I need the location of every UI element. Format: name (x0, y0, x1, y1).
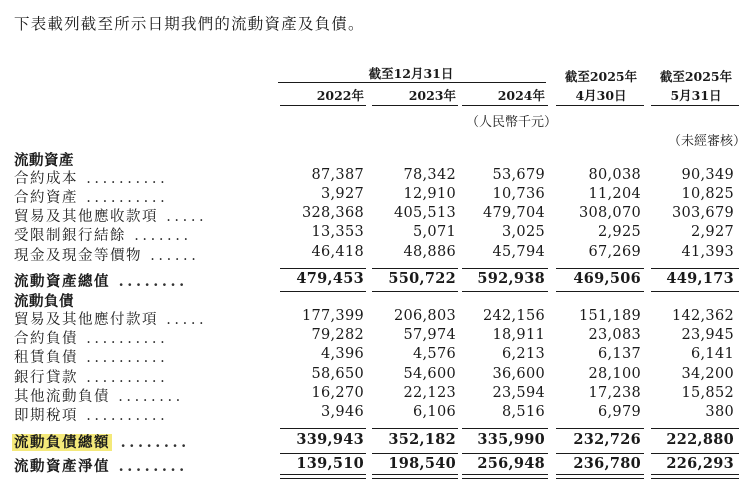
cell-value: 206,803 (393, 308, 456, 324)
header-group-label: 截至12月31日 (368, 66, 454, 81)
cell-value: 57,974 (403, 327, 456, 343)
row-label-text: 貿易及其他應付款項 (14, 312, 158, 328)
cell-value: 142,362 (671, 308, 734, 324)
dot-leader: .......... (78, 331, 169, 347)
cell-value: 36,600 (492, 366, 545, 382)
row-label-text: 流動資產總值 (14, 273, 110, 290)
cell-value: 6,141 (690, 346, 734, 362)
assets-subtotal-rule-5 (651, 268, 739, 269)
cell-value: 80,038 (588, 167, 641, 183)
cell-value: 352,182 (388, 431, 456, 448)
row-label-text: 流動負債總額 (14, 434, 110, 451)
liab-subtotal-rule-4 (556, 428, 644, 429)
net-double-rule-1 (280, 474, 366, 479)
row-label (14, 167, 168, 188)
cell-value: 405,513 (393, 205, 456, 221)
row-label (14, 346, 168, 367)
cell-value: 339,943 (296, 431, 364, 448)
header-year-2023: 2023年 (408, 88, 456, 103)
assets-total-rule-1 (280, 291, 366, 292)
assets-total-rule-3 (462, 291, 548, 292)
cell-value: 3,927 (320, 186, 364, 202)
cell-value: 10,736 (492, 186, 545, 202)
cell-value: 54,600 (403, 366, 456, 382)
unaudited-note: （未經審核） (667, 134, 746, 149)
cell-value: 8,516 (501, 404, 545, 420)
header-year-2024: 2024年 (497, 88, 545, 103)
row-label (14, 186, 168, 207)
assets-total-rule-5 (651, 291, 739, 292)
row-label (14, 366, 168, 387)
cell-value: 6,213 (501, 346, 545, 362)
row-label-text: 合約成本 (14, 171, 78, 187)
liab-total-rule-5 (651, 453, 739, 454)
cell-value: 550,722 (388, 270, 456, 287)
dot-leader: ..... (158, 312, 208, 328)
header-rule-col4 (556, 105, 644, 106)
dot-leader: .......... (78, 408, 169, 424)
liability-row (0, 308, 750, 327)
cell-value: 34,200 (681, 366, 734, 382)
asset-row (0, 205, 750, 224)
row-label-text: 合約資產 (14, 190, 78, 206)
liab-total-rule-2 (372, 453, 458, 454)
header-col4-line1: 截至2025年 (564, 69, 638, 84)
row-label (14, 308, 207, 329)
assets-total-rule-2 (372, 291, 458, 292)
liability-row (0, 366, 750, 385)
cell-value: 236,780 (573, 455, 641, 472)
cell-value: 380 (705, 404, 734, 420)
cell-value: 13,353 (311, 224, 364, 240)
header-rule-col5 (651, 105, 739, 106)
cell-value: 79,282 (311, 327, 364, 343)
cell-value: 479,453 (296, 270, 364, 287)
section-current-liabilities: 流動負債 (14, 293, 74, 310)
intro-text: 下表載列截至所示日期我們的流動資產及負債。 (14, 15, 365, 33)
cell-value: 12,910 (403, 186, 456, 202)
row-label (14, 205, 207, 226)
liab-total-rule-3 (462, 453, 548, 454)
row-label-text: 合約負債 (14, 331, 78, 347)
header-col4-line2: 4月30日 (575, 88, 627, 103)
assets-total-rule-4 (556, 291, 644, 292)
cell-value: 6,106 (412, 404, 456, 420)
cell-value: 479,704 (482, 205, 545, 221)
dot-leader: ........ (110, 458, 188, 475)
cell-value: 23,945 (681, 327, 734, 343)
dot-leader: ........ (112, 434, 190, 451)
cell-value: 592,938 (477, 270, 545, 287)
cell-value: 45,794 (492, 244, 545, 260)
liab-subtotal-rule-1 (280, 428, 366, 429)
cell-value: 23,083 (588, 327, 641, 343)
liab-total-rule-1 (280, 453, 366, 454)
row-label-text: 其他流動負債 (14, 389, 110, 405)
header-rule-col3 (462, 105, 548, 106)
cell-value: 449,173 (666, 270, 734, 287)
liability-total-row (0, 431, 750, 450)
row-label (14, 270, 188, 291)
liability-row (0, 404, 750, 423)
cell-value: 469,506 (573, 270, 641, 287)
net-double-rule-3 (462, 474, 548, 479)
cell-value: 3,946 (320, 404, 364, 420)
dot-leader: .......... (78, 171, 169, 187)
row-label-text: 租賃負債 (14, 350, 78, 366)
row-label-text: 貿易及其他應收款項 (14, 209, 158, 225)
row-label (14, 385, 184, 406)
cell-value: 10,825 (681, 186, 734, 202)
assets-subtotal-rule-1 (280, 268, 366, 269)
dot-leader: ........ (110, 389, 184, 405)
header-col5-line1: 截至2025年 (659, 69, 733, 84)
cell-value: 2,925 (597, 224, 641, 240)
cell-value: 6,137 (597, 346, 641, 362)
net-double-rule-4 (556, 474, 644, 479)
cell-value: 198,540 (388, 455, 456, 472)
cell-value: 222,880 (666, 431, 734, 448)
cell-value: 48,886 (403, 244, 456, 260)
liability-row (0, 346, 750, 365)
cell-value: 4,396 (320, 346, 364, 362)
cell-value: 28,100 (588, 366, 641, 382)
cell-value: 226,293 (666, 455, 734, 472)
cell-value: 90,349 (681, 167, 734, 183)
cell-value: 2,927 (690, 224, 734, 240)
assets-subtotal-rule-4 (556, 268, 644, 269)
cell-value: 4,576 (412, 346, 456, 362)
net-double-rule-2 (372, 474, 458, 479)
cell-value: 335,990 (477, 431, 545, 448)
asset-row (0, 167, 750, 186)
asset-row (0, 224, 750, 243)
row-label-text: 受限制銀行結餘 (14, 228, 126, 244)
liab-subtotal-rule-5 (651, 428, 739, 429)
cell-value: 303,679 (671, 205, 734, 221)
row-label (14, 455, 188, 476)
header-rule-col2 (372, 105, 458, 106)
liab-subtotal-rule-3 (462, 428, 548, 429)
net-double-rule-5 (651, 474, 739, 479)
liab-total-rule-4 (556, 453, 644, 454)
cell-value: 5,071 (412, 224, 456, 240)
dot-leader: ...... (142, 248, 200, 264)
row-label (14, 224, 192, 245)
cell-value: 139,510 (296, 455, 364, 472)
asset-total-row (0, 270, 750, 289)
liability-row (0, 385, 750, 404)
asset-row (0, 186, 750, 205)
cell-value: 177,399 (301, 308, 364, 324)
assets-subtotal-rule-2 (372, 268, 458, 269)
liability-row (0, 327, 750, 346)
cell-value: 58,650 (311, 366, 364, 382)
row-label-text: 流動資產淨值 (14, 458, 110, 475)
row-label (14, 327, 168, 348)
dot-leader: .......... (78, 370, 169, 386)
cell-value: 46,418 (311, 244, 364, 260)
cell-value: 16,270 (311, 385, 364, 401)
liab-subtotal-rule-2 (372, 428, 458, 429)
net-row (0, 455, 750, 474)
dot-leader: .......... (78, 190, 169, 206)
cell-value: 328,368 (301, 205, 364, 221)
cell-value: 308,070 (578, 205, 641, 221)
dot-leader: ....... (126, 228, 192, 244)
header-rule-col1 (280, 105, 366, 106)
cell-value: 67,269 (588, 244, 641, 260)
row-label-text: 即期稅項 (14, 408, 78, 424)
cell-value: 41,393 (681, 244, 734, 260)
row-label (14, 244, 199, 265)
cell-value: 53,679 (492, 167, 545, 183)
section-current-assets: 流動資產 (14, 152, 74, 169)
dot-leader: .......... (78, 350, 169, 366)
header-year-2022: 2022年 (316, 88, 364, 103)
cell-value: 87,387 (311, 167, 364, 183)
cell-value: 11,204 (588, 186, 641, 202)
cell-value: 242,156 (482, 308, 545, 324)
dot-leader: ..... (158, 209, 208, 225)
cell-value: 6,979 (597, 404, 641, 420)
assets-subtotal-rule-3 (462, 268, 548, 269)
cell-value: 23,594 (492, 385, 545, 401)
header-group-rule (278, 82, 546, 83)
row-label-text: 現金及現金等價物 (14, 248, 142, 264)
row-label (14, 431, 190, 452)
cell-value: 151,189 (578, 308, 641, 324)
cell-value: 22,123 (403, 385, 456, 401)
cell-value: 256,948 (477, 455, 545, 472)
cell-value: 17,238 (588, 385, 641, 401)
row-label-text: 銀行貸款 (14, 370, 78, 386)
dot-leader: ........ (110, 273, 188, 290)
cell-value: 3,025 (501, 224, 545, 240)
cell-value: 232,726 (573, 431, 641, 448)
cell-value: 15,852 (681, 385, 734, 401)
header-col5-line2: 5月31日 (670, 88, 722, 103)
asset-row (0, 244, 750, 263)
cell-value: 18,911 (492, 327, 545, 343)
row-label (14, 404, 168, 425)
unit-note: （人民幣千元） (465, 115, 557, 130)
cell-value: 78,342 (403, 167, 456, 183)
